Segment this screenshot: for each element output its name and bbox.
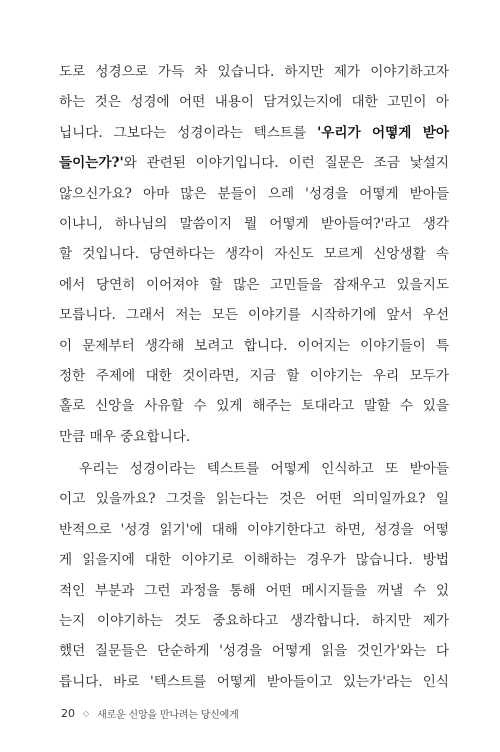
text-line: 만큼 매우 중요합니다. <box>59 428 191 445</box>
text-line: 릅니다. 바로 '텍스트를 어떻게 받아들이고 있는가'라는 인식 <box>59 673 449 690</box>
text-line: 우리는 성경이라는 텍스트를 어떻게 인식하고 또 받아들 <box>79 461 449 478</box>
text-line: 는지 이야기하는 것도 중요하다고 생각합니다. 하지만 제가 <box>59 613 449 630</box>
text-line: 했던 질문들은 단순하게 '성경을 어떻게 읽을 것인가'와는 다 <box>59 643 449 660</box>
text-line: 반적으로 '성경 읽기'에 대해 이야기한다고 하면, 성경을 어떻 <box>59 521 449 538</box>
page-body-text <box>59 57 449 697</box>
paragraph-2 <box>59 454 449 697</box>
text-line: 적인 부분과 그런 과정을 통해 어떤 메시지들을 꺼낼 수 있 <box>59 582 449 599</box>
text-span: 와 관련된 이야기입니다. 이런 질문은 조금 낯설지 <box>123 155 449 172</box>
text-line: 모릅니다. 그래서 저는 모든 이야기를 시작하기에 앞서 우선 <box>59 307 449 324</box>
text-line: 홀로 신앙을 사유할 수 있게 해주는 토대라고 말할 수 있을 <box>59 398 449 415</box>
text-line: 할 것입니다. 당연하다는 생각이 자신도 모르게 신앙생활 속 <box>59 246 449 263</box>
text-line: 게 읽을지에 대한 이야기로 이해하는 경우가 많습니다. 방법 <box>59 552 449 569</box>
text-line: 이 문제부터 생각해 보려고 합니다. 이어지는 이야기들이 특 <box>59 337 449 354</box>
page-number: 20 <box>61 707 75 720</box>
diamond-icon: ◇ <box>83 709 90 718</box>
text-span: 닙니다. 그보다는 성경이라는 텍스트를 <box>59 124 318 141</box>
text-line: 않으신가요? 아마 많은 분들이 으레 '성경을 어떻게 받아들 <box>59 185 449 202</box>
text-line: 하는 것은 성경에 어떤 내용이 담겨있는지에 대한 고민이 아 <box>59 94 449 111</box>
running-title: 새로운 신앙을 만나려는 당신에게 <box>97 710 239 721</box>
page-footer <box>61 706 239 721</box>
text-line <box>59 148 449 178</box>
text-line: 이냐니, 하나님의 말씀이지 뭘 어떻게 받아들여?'라고 생각 <box>59 215 449 232</box>
text-line: 정한 주제에 대한 것이라면, 지금 할 이야기는 우리 모두가 <box>59 367 449 384</box>
emphasis-text: '우리가 어떻게 받아 <box>317 124 449 141</box>
text-line <box>59 118 449 148</box>
text-line: 이고 있을까요? 그것을 읽는다는 것은 어떤 의미일까요? 일 <box>59 491 449 508</box>
paragraph-1 <box>59 57 449 452</box>
text-line: 에서 당연히 이어져야 할 많은 고민들을 잠재우고 있을지도 <box>59 276 449 293</box>
text-line: 도로 성경으로 가득 차 있습니다. 하지만 제가 이야기하고자 <box>59 64 449 80</box>
emphasis-text: 들이는가?' <box>59 155 124 172</box>
